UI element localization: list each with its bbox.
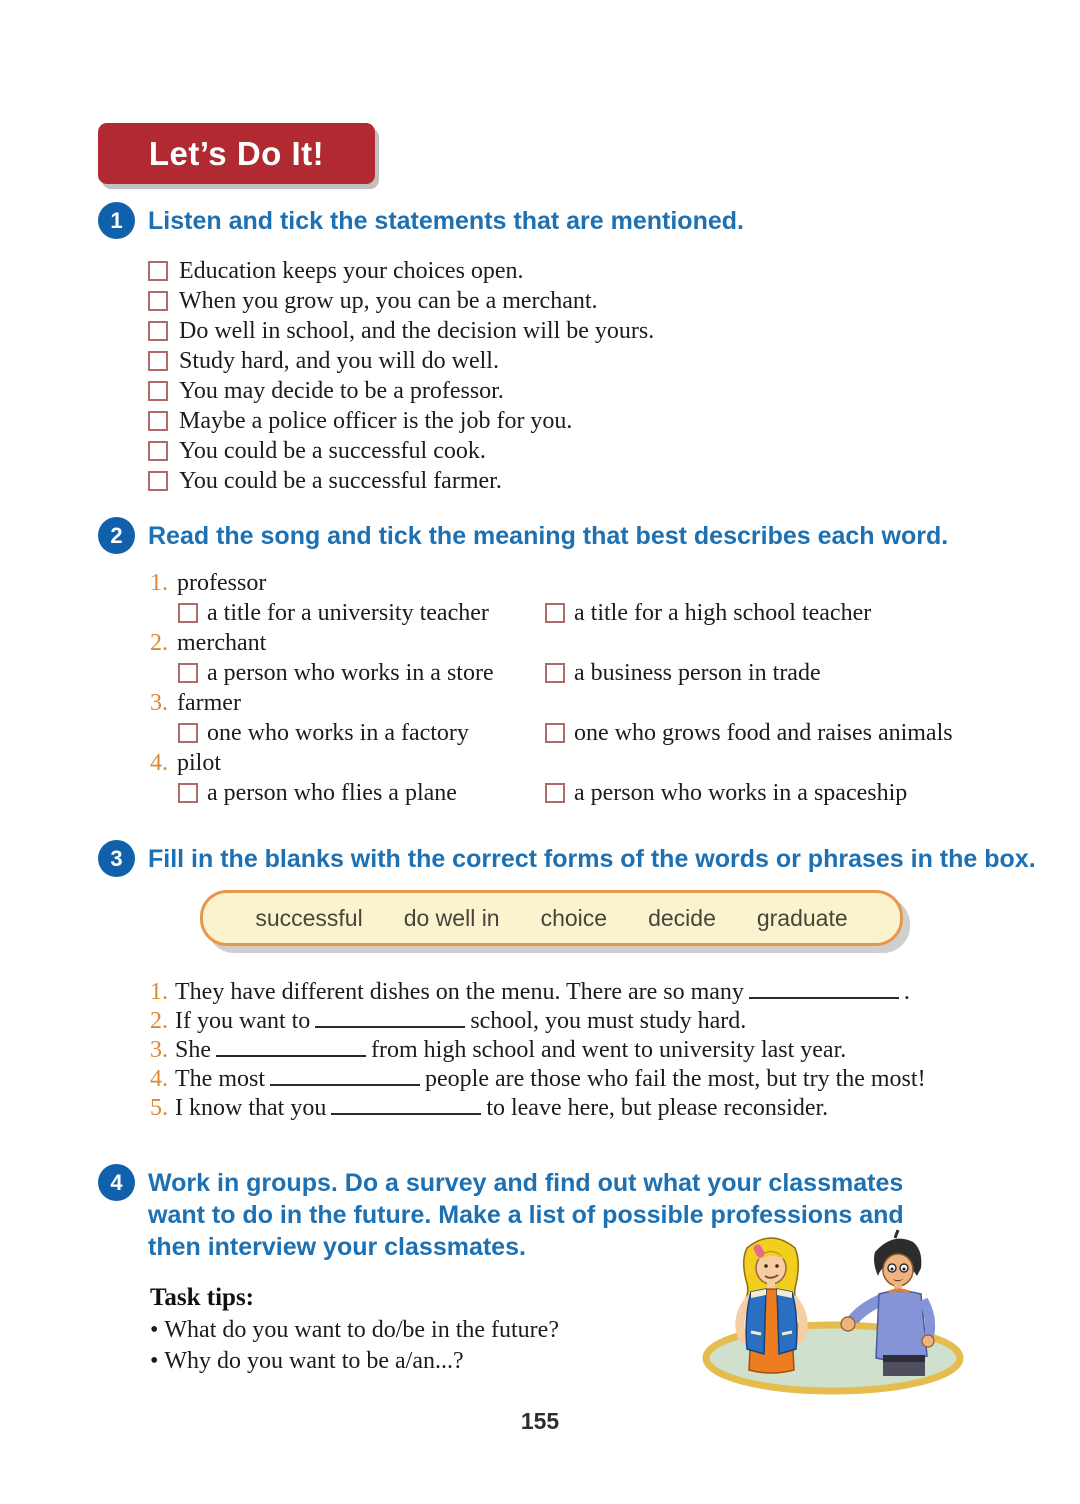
checkbox[interactable] xyxy=(148,261,168,281)
fill-in-blank[interactable] xyxy=(270,1080,420,1086)
word-bank-item: decide xyxy=(648,904,716,931)
fill-in-sentences xyxy=(150,979,1036,1124)
statement-label: Education keeps your choices open. xyxy=(179,257,524,284)
fill-in-blank[interactable] xyxy=(216,1051,366,1057)
fill-in-sentence xyxy=(150,1037,1036,1066)
statement-item xyxy=(148,376,744,406)
checkbox[interactable] xyxy=(178,663,198,683)
sentence-number: 5. xyxy=(150,1095,168,1121)
statement-item xyxy=(148,316,744,346)
checkbox[interactable] xyxy=(178,723,198,743)
checkbox[interactable] xyxy=(148,321,168,341)
meaning-option-label: a title for a university teacher xyxy=(207,599,489,626)
exercise-1-number-badge: 1 xyxy=(98,202,135,239)
fill-in-sentence xyxy=(150,979,1036,1008)
word-entry-word: professor xyxy=(177,569,267,596)
word-meaning-list xyxy=(150,568,953,808)
statement-label: Do well in school, and the decision will be yours. xyxy=(179,317,655,344)
fill-in-sentence xyxy=(150,1008,1036,1037)
word-entry xyxy=(150,628,953,658)
meaning-option xyxy=(545,600,871,627)
word-entry-word: pilot xyxy=(177,749,222,776)
checkbox[interactable] xyxy=(545,783,565,803)
checkbox[interactable] xyxy=(545,723,565,743)
word-entry-number: 2. xyxy=(150,629,168,656)
statement-item xyxy=(148,406,744,436)
checkbox[interactable] xyxy=(148,291,168,311)
word-bank-item: choice xyxy=(540,904,608,931)
sentence-text-after: from high school and went to university last year. xyxy=(371,1037,847,1063)
exercise-4-number-badge: 4 xyxy=(98,1164,135,1201)
fill-in-sentence xyxy=(150,1066,1036,1095)
statement-label: When you grow up, you can be a merchant. xyxy=(179,287,598,314)
checkbox[interactable] xyxy=(148,471,168,491)
meaning-option-label: one who grows food and raises animals xyxy=(574,719,953,746)
meaning-option-label: a person who flies a plane xyxy=(207,779,457,806)
page-number: 155 xyxy=(520,1408,560,1434)
word-entry xyxy=(150,568,953,598)
meaning-option-label: a person who works in a store xyxy=(207,659,494,686)
word-entry-number: 4. xyxy=(150,749,168,776)
sentence-text-before: She xyxy=(175,1037,211,1063)
exercise-3-header xyxy=(98,840,1036,877)
meaning-option xyxy=(545,720,953,747)
exercise-3-number-badge: 3 xyxy=(98,840,135,877)
task-tip-item: • What do you want to do/be in the future? xyxy=(150,1317,963,1348)
statement-label: Maybe a police officer is the job for you. xyxy=(179,407,573,434)
meaning-option-label: one who works in a factory xyxy=(207,719,469,746)
meaning-option-label: a person who works in a spaceship xyxy=(574,779,908,806)
statement-label: You could be a successful cook. xyxy=(179,437,486,464)
statement-label: Study hard, and you will do well. xyxy=(179,347,499,374)
exercise-3-section xyxy=(98,840,1036,1124)
statement-label: You may decide to be a professor. xyxy=(179,377,504,404)
word-entry-word: farmer xyxy=(177,689,241,716)
sentence-text-after: people are those who fail the most, but try the most! xyxy=(425,1066,926,1092)
exercise-1-title: Listen and tick the statements that are mentioned. xyxy=(148,207,744,235)
meaning-options-row xyxy=(178,658,953,688)
statement-item xyxy=(148,436,744,466)
statement-label: You could be a successful farmer. xyxy=(179,467,502,494)
exercise-2-number-badge: 2 xyxy=(98,517,135,554)
meaning-option xyxy=(178,600,545,627)
meaning-options-row xyxy=(178,718,953,748)
word-entry-word: merchant xyxy=(177,629,267,656)
exercise-4-title: Work in groups. Do a survey and find out what your classmates want to do in the future. Make a list of possible professions and then interview your classmates. xyxy=(148,1169,904,1261)
banner-label: Let’s Do It! xyxy=(148,134,325,172)
sentence-text-before: They have different dishes on the menu. There are so many xyxy=(175,979,744,1005)
meaning-option xyxy=(545,780,907,807)
sentence-number: 3. xyxy=(150,1037,168,1063)
word-entry xyxy=(150,688,953,718)
word-bank-item: successful xyxy=(255,904,363,931)
meaning-option xyxy=(545,660,821,687)
sentence-text-after: school, you must study hard. xyxy=(470,1008,747,1034)
exercise-1-section xyxy=(98,202,744,496)
task-tips-label: Task tips: xyxy=(150,1284,254,1311)
statement-item xyxy=(148,346,744,376)
fill-in-blank[interactable] xyxy=(749,993,899,999)
sentence-text-before: If you want to xyxy=(175,1008,311,1034)
checkbox[interactable] xyxy=(148,441,168,461)
statement-item xyxy=(148,286,744,316)
word-bank-item: graduate xyxy=(756,904,848,931)
task-tip-item: • Why do you want to be a/an...? xyxy=(150,1348,963,1379)
meaning-option xyxy=(178,780,545,807)
checkbox[interactable] xyxy=(178,783,198,803)
checkbox[interactable] xyxy=(148,381,168,401)
checkbox[interactable] xyxy=(545,663,565,683)
exercise-2-section xyxy=(98,517,953,808)
sentence-number: 4. xyxy=(150,1066,168,1092)
word-entry xyxy=(150,748,953,778)
statement-item xyxy=(148,466,744,496)
sentence-text-before: I know that you xyxy=(175,1095,327,1121)
word-entry-number: 3. xyxy=(150,689,168,716)
word-entry-number: 1. xyxy=(150,569,168,596)
word-bank-box xyxy=(200,890,903,946)
exercise-2-title: Read the song and tick the meaning that best describes each word. xyxy=(148,522,949,550)
fill-in-blank[interactable] xyxy=(315,1022,465,1028)
lets-do-it-banner xyxy=(98,123,375,184)
exercise-2-header xyxy=(98,517,953,554)
checkbox[interactable] xyxy=(545,603,565,623)
sentence-text-after: . xyxy=(903,979,910,1005)
meaning-option xyxy=(178,720,545,747)
meaning-option-label: a business person in trade xyxy=(574,659,821,686)
meaning-option-label: a title for a high school teacher xyxy=(574,599,872,626)
exercise-3-title: Fill in the blanks with the correct forms of the words or phrases in the box. xyxy=(148,845,1036,873)
exercise-1-header xyxy=(98,202,744,239)
checkbox[interactable] xyxy=(148,351,168,371)
sentence-text-before: The most xyxy=(175,1066,265,1092)
sentence-text-after: to leave here, but please reconsider. xyxy=(486,1095,829,1121)
sentence-number: 2. xyxy=(150,1008,168,1034)
fill-in-blank[interactable] xyxy=(331,1109,481,1115)
checkbox[interactable] xyxy=(178,603,198,623)
statement-checklist xyxy=(148,256,744,496)
fill-in-sentence xyxy=(150,1095,1036,1124)
meaning-options-row xyxy=(178,598,953,628)
checkbox[interactable] xyxy=(148,411,168,431)
meaning-options-row xyxy=(178,778,953,808)
word-bank-item: do well in xyxy=(403,904,500,931)
sentence-number: 1. xyxy=(150,979,168,1005)
meaning-option xyxy=(178,660,545,687)
kids-illustration xyxy=(695,1228,967,1396)
statement-item xyxy=(148,256,744,286)
